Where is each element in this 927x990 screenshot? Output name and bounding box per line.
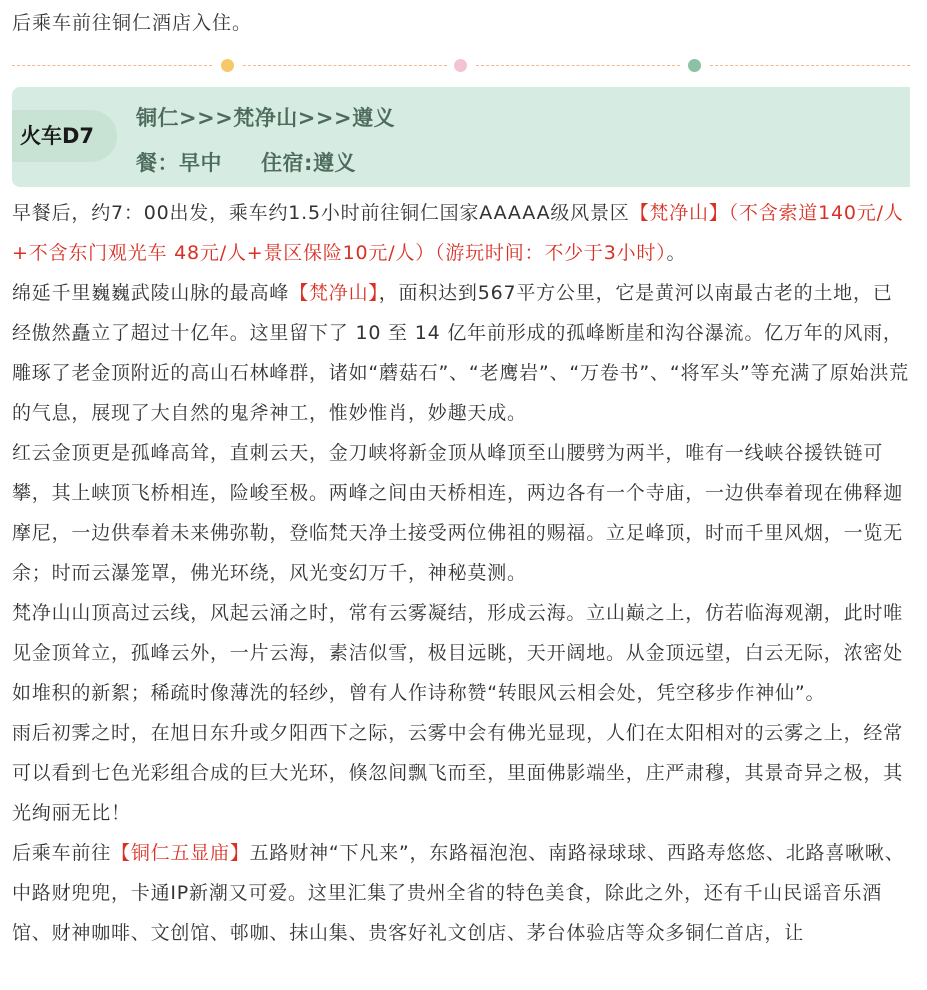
itinerary-content: [12, 193, 912, 953]
divider-line: [12, 65, 212, 66]
itinerary-paragraph: [12, 833, 912, 953]
highlight-text: （不含索道140元/人+不含东门观光车 48元/人+景区保险10元/人）（游玩时间：不少于3小时）: [12, 202, 904, 264]
day-tag: 火车D7: [12, 110, 117, 162]
day-header: [12, 87, 910, 187]
itinerary-paragraph: [12, 193, 912, 273]
divider-dot-yellow: [221, 59, 234, 72]
divider-dot-green: [688, 59, 701, 72]
intro-line: 后乘车前往铜仁酒店入住。: [12, 12, 253, 34]
divider-line: [710, 65, 910, 66]
itinerary-paragraph: [12, 433, 912, 593]
body-text: 绵延千里巍巍武陵山脉的最高峰: [12, 282, 290, 304]
body-text: 雨后初霁之时，在旭日东升或夕阳西下之际，云雾中会有佛光显现，人们在太阳相对的云雾之上，经常可以看到七色光彩组合成的巨大光环，倏忽间飘飞而至，里面佛影端坐，庄严肃穆，其景奇异之极，其光绚丽无比！: [12, 722, 904, 824]
body-text: 红云金顶更是孤峰高耸，直刺云天，金刀峡将新金顶从峰顶至山腰劈为两半，唯有一线峡谷援铁链可攀，其上峡顶飞桥相连，险峻至极。两峰之间由天桥相连，两边各有一个寺庙，一边供奉着现在佛释迦摩尼，一边供奉着未来佛弥勒，登临梵天净土接受两位佛祖的赐福。立足峰顶，时而千里风烟，一览无余；时而云瀑笼罩，佛光环绕，风光变幻万千，神秘莫测。: [12, 442, 904, 584]
body-text: 五路财神“下凡来”，东路福泡泡、南路禄球球、西路寿悠悠、北路喜啾啾、中路财兜兜，卡通IP新潮又可爱。这里汇集了贵州全省的特色美食，除此之外，还有千山民谣音乐酒馆、财神咖啡、文创馆、邨咖、抹山集、贵客好礼文创店、茅台体验店等众多铜仁首店，让: [12, 842, 905, 944]
body-text: 早餐后，约7：00出发，乘车约1.5小时前往铜仁国家AAAAA级风景区: [12, 202, 630, 224]
itinerary-paragraph: [12, 593, 912, 713]
divider-dot-pink: [454, 59, 467, 72]
itinerary-paragraph: [12, 713, 912, 833]
divider-line: [476, 65, 680, 66]
highlight-text: 【梵净山】: [629, 202, 729, 224]
body-text: 后乘车前往: [12, 842, 112, 864]
body-text: 梵净山山顶高过云线，风起云涌之时，常有云雾凝结，形成云海。立山巅之上，仿若临海观潮，此时唯见金顶耸立，孤峰云外，一片云海，素洁似雪，极目远眺，天开阔地。从金顶远望，白云无际，浓密处如堆积的新絮；稀疏时像薄洗的轻纱，曾有人作诗称赞“转眼风云相会处，凭空移步作神仙”。: [12, 602, 904, 704]
body-text: 。: [666, 242, 687, 264]
highlight-text: 【铜仁五显庙】: [111, 842, 250, 864]
body-text: ，面积达到567平方公里，它是黄河以南最古老的土地，已经傲然矗立了超过十亿年。这里留下了 10 至 14 亿年前形成的孤峰断崖和沟谷瀑流。亿万年的风雨，雕琢了老金顶附近的高山石林峰群，诸如“蘑菇石”、“老鹰岩”、“万卷书”、“将军头”等充满了原始洪荒的气息，展现了大自然的鬼斧神工，惟妙惟肖，妙趣天成。: [12, 282, 909, 424]
day-meals-lodging: 餐：早中 住宿:遵义: [136, 151, 356, 175]
divider-line: [243, 65, 447, 66]
day-route: 铜仁>>>梵净山>>>遵义: [136, 106, 396, 130]
itinerary-paragraph: [12, 273, 912, 433]
section-divider: [12, 59, 910, 73]
highlight-text: 【梵净山】: [289, 282, 379, 304]
